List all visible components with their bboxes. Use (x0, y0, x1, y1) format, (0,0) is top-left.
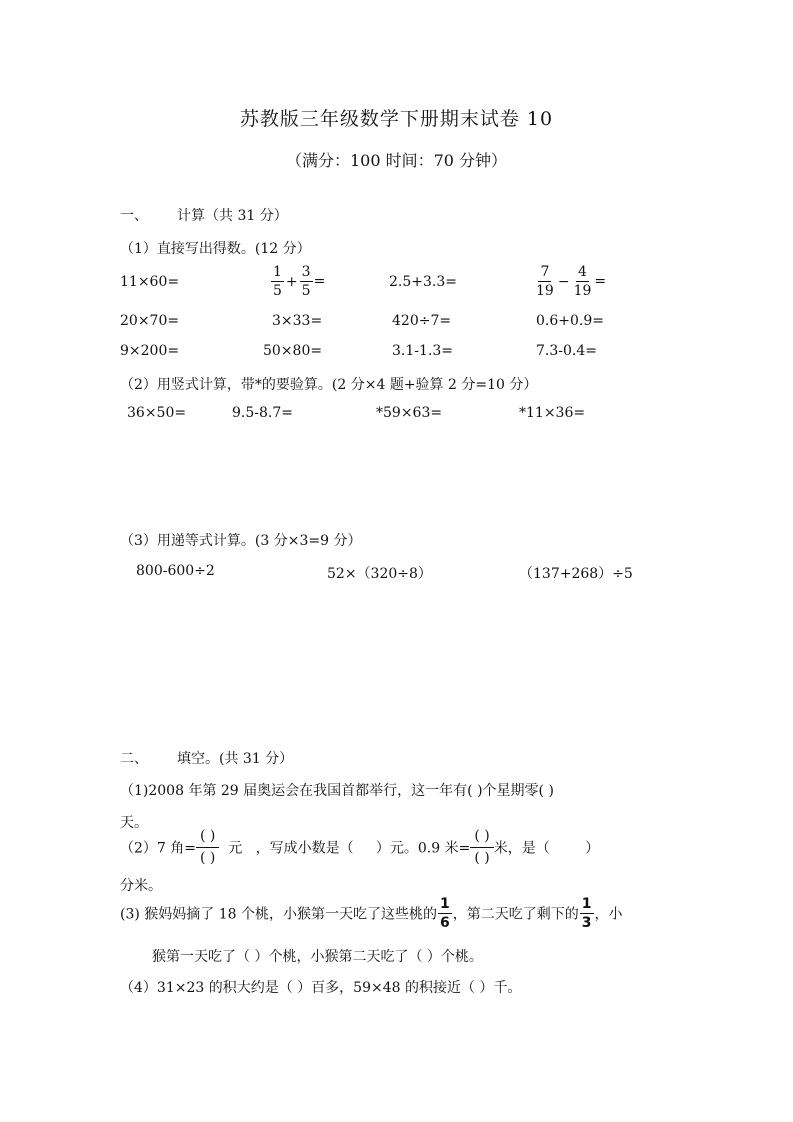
fill-q3-suffix: ，小 (594, 906, 623, 923)
numerator: 7 (538, 264, 551, 282)
calc-50x80: 50×80= (263, 343, 323, 359)
fraction-4-19 (572, 264, 594, 299)
calc-3.1-1.3: 3.1-1.3= (392, 343, 453, 359)
page-title: 苏教版三年级数学下册期末试卷 10 (239, 108, 554, 130)
calc-3x33: 3×33= (272, 313, 323, 329)
fill-q2-prefix: （2）7 角= (120, 840, 196, 857)
stepwise-calc-item: 52×（320÷8） (327, 566, 432, 582)
blank-fraction-meter (470, 828, 493, 867)
fraction-7-19 (534, 264, 556, 299)
section2-number: 二、 (120, 751, 148, 767)
fraction-1-5 (271, 264, 284, 299)
calc-11x60: 11×60= (120, 274, 180, 290)
denominator: 5 (273, 283, 282, 300)
denominator: 5 (301, 283, 311, 300)
fill-q2-middle: 元 ，写成小数是（ ）元。0.9 米= (219, 840, 471, 857)
minus-sign: − (557, 273, 570, 290)
calc-20x70: 20×70= (120, 313, 180, 329)
vertical-calc-item: *59×63= (376, 405, 443, 421)
numerator: 1 (438, 896, 452, 914)
numerator: 4 (576, 264, 589, 282)
numerator: 3 (300, 264, 313, 282)
calc-9x200: 9×200= (120, 343, 180, 359)
fill-q1-line2: 天。 (120, 815, 148, 831)
blank-fraction-yuan (196, 828, 219, 867)
fraction-3-5 (300, 264, 313, 299)
blank-numerator: ( ) (196, 828, 219, 848)
vertical-calc-item: 36×50= (127, 405, 187, 421)
vertical-calc-item: *11×36= (519, 405, 586, 421)
fill-q2-line1 (120, 828, 599, 867)
equals-sign: = (594, 273, 607, 290)
denominator: 19 (536, 283, 554, 300)
calc-420div7: 420÷7= (392, 313, 452, 329)
blank-denominator: ( ) (474, 849, 490, 866)
fraction-1-3 (580, 896, 594, 931)
denominator: 19 (573, 283, 592, 300)
numerator: 1 (271, 264, 284, 282)
section1-number: 一、 (120, 208, 148, 224)
fill-q3-middle: ，第二天吃了剩下的 (452, 906, 579, 923)
calc-2.5+3.3: 2.5+3.3= (389, 274, 457, 290)
fill-q3-line1 (120, 896, 623, 931)
calc-0.6+0.9: 0.6+0.9= (536, 313, 604, 329)
fill-q2-line2: 分米。 (120, 878, 162, 894)
numerator: 1 (580, 896, 594, 914)
fill-q4: （4）31×23 的积大约是（ ）百多，59×48 的积接近（ ）千。 (120, 980, 522, 996)
section2-heading: 填空。(共 31 分） (177, 751, 294, 767)
fraction-sum-problem (270, 264, 325, 299)
fill-q3-prefix: (3) 猴妈妈摘了 18 个桃，小猴第一天吃了这些桃的 (120, 906, 437, 923)
q3-label: （3）用递等式计算。(3 分×3=9 分） (120, 533, 362, 549)
fraction-1-6 (438, 896, 452, 931)
denominator: 6 (440, 915, 450, 932)
blank-numerator: ( ) (470, 828, 493, 848)
fill-q1-line1: （1)2008 年第 29 届奥运会在我国首都举行，这一年有( )个星期零( ) (120, 783, 554, 799)
denominator: 3 (581, 915, 592, 932)
section1-heading: 计算（共 31 分） (177, 208, 288, 224)
fraction-diff-problem (533, 264, 606, 299)
stepwise-calc-item: 800-600÷2 (136, 563, 215, 579)
stepwise-calc-item: （137+268）÷5 (519, 566, 633, 582)
blank-denominator: ( ) (200, 849, 216, 866)
calc-7.3-0.4: 7.3-0.4= (536, 343, 597, 359)
fill-q3-line2: 猴第一天吃了（ ）个桃，小猴第二天吃了（ ）个桃。 (152, 949, 483, 965)
q1-label: （1）直接写出得数。(12 分） (120, 241, 311, 257)
plus-sign: + (285, 273, 298, 290)
fill-q2-suffix: 米，是（ ） (493, 840, 600, 857)
equals-sign: = (313, 273, 326, 290)
vertical-calc-item: 9.5-8.7= (232, 405, 293, 421)
q2-label: （2）用竖式计算，带*的要验算。(2 分×4 题+验算 2 分=10 分） (120, 377, 538, 393)
page-subtitle: （满分：100 时间：70 分钟） (285, 151, 508, 170)
